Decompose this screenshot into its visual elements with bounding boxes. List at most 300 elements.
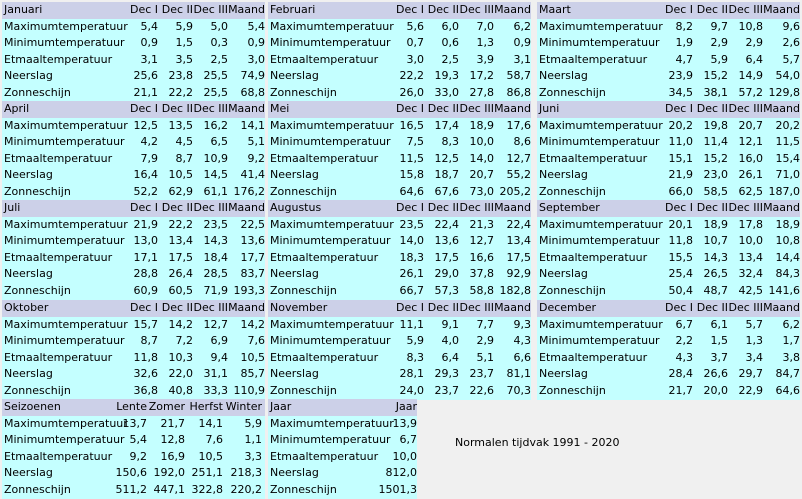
value-cell: 0,9 <box>247 36 265 50</box>
column-header: Dec II <box>161 102 193 115</box>
value-cell: 13,4 <box>738 250 763 264</box>
value-cell: 10,5 <box>168 168 193 182</box>
value-cell: 5,9 <box>406 334 424 348</box>
row-label: Maximumtemperatuur <box>539 317 663 331</box>
value-cell: 26,6 <box>703 367 728 381</box>
panel-header <box>268 2 531 19</box>
value-cell: 20,7 <box>738 118 763 132</box>
value-cell: 12,7 <box>506 151 531 165</box>
value-cell: 73,0 <box>469 184 494 198</box>
value-cell: 141,6 <box>768 283 800 297</box>
value-cell: 23,7 <box>469 367 494 381</box>
column-header: Dec III <box>193 201 228 214</box>
value-cell: 218,3 <box>230 466 262 480</box>
value-cell: 251,1 <box>191 466 223 480</box>
value-cell: 14,5 <box>203 168 228 182</box>
value-cell: 10,0 <box>392 449 417 463</box>
value-cell: 2,5 <box>441 52 459 66</box>
value-cell: 12,8 <box>160 433 185 447</box>
value-cell: 14,4 <box>775 250 800 264</box>
table-row <box>2 366 265 383</box>
column-header: Dec II <box>161 201 193 214</box>
value-cell: 187,0 <box>768 184 800 198</box>
value-cell: 92,9 <box>506 267 531 281</box>
column-header: Dec II <box>427 301 459 314</box>
row-label: Etmaaltemperatuur <box>270 449 379 463</box>
row-label: Zonneschijn <box>4 184 71 198</box>
value-cell: 8,7 <box>175 151 193 165</box>
table-row <box>537 19 800 36</box>
column-header: Dec II <box>161 3 193 16</box>
table-row <box>268 416 417 433</box>
month-panel-augustus <box>268 200 531 300</box>
value-cell: 22,5 <box>240 217 265 231</box>
value-cell: 10,8 <box>738 19 763 33</box>
column-header: Dec III <box>193 3 228 16</box>
value-cell: 812,0 <box>385 466 417 480</box>
column-header: Maand <box>494 102 531 115</box>
value-cell: 16,9 <box>160 449 185 463</box>
row-label: Minimumtemperatuur <box>4 135 125 149</box>
row-label: Maximumtemperatuur <box>539 217 663 231</box>
column-header: Maand <box>228 3 265 16</box>
month-panel-september <box>537 200 800 300</box>
value-cell: 74,9 <box>240 69 265 83</box>
row-label: Zonneschijn <box>539 85 606 99</box>
value-cell: 26,0 <box>399 85 424 99</box>
value-cell: 17,7 <box>240 250 265 264</box>
value-cell: 15,7 <box>133 317 158 331</box>
month-panel-januari <box>2 2 265 102</box>
value-cell: 3,1 <box>140 52 158 66</box>
month-panel-maart <box>537 2 800 102</box>
value-cell: 37,8 <box>469 267 494 281</box>
value-cell: 26,4 <box>168 267 193 281</box>
row-label: Neerslag <box>539 367 588 381</box>
table-row <box>2 465 265 482</box>
column-header: Dec II <box>427 201 459 214</box>
panel-header <box>268 101 531 118</box>
row-label: Etmaaltemperatuur <box>4 151 113 165</box>
column-header: Dec II <box>696 3 728 16</box>
value-cell: 55,2 <box>506 168 531 182</box>
table-row <box>537 118 800 135</box>
value-cell: 18,3 <box>399 250 424 264</box>
value-cell: 14,1 <box>240 118 265 132</box>
table-row <box>2 35 265 52</box>
value-cell: 42,5 <box>738 283 763 297</box>
column-header: Maand <box>494 3 531 16</box>
value-cell: 14,9 <box>738 69 763 83</box>
row-label: Minimumtemperatuur <box>4 36 125 50</box>
column-header: Dec I <box>129 102 158 115</box>
table-row <box>268 333 531 350</box>
value-cell: 447,1 <box>153 482 185 496</box>
row-label: Maximumtemperatuur <box>4 317 128 331</box>
value-cell: 2,2 <box>675 334 693 348</box>
value-cell: 13,4 <box>168 234 193 248</box>
row-label: Neerslag <box>4 267 53 281</box>
value-cell: 20,7 <box>469 168 494 182</box>
table-row <box>268 366 531 383</box>
value-cell: 22,2 <box>168 217 193 231</box>
value-cell: 66,7 <box>399 283 424 297</box>
table-row <box>537 217 800 234</box>
value-cell: 14,0 <box>469 151 494 165</box>
value-cell: 52,2 <box>133 184 158 198</box>
value-cell: 11,0 <box>668 135 693 149</box>
row-label: Etmaaltemperatuur <box>4 350 113 364</box>
row-label: Zonneschijn <box>539 184 606 198</box>
panel-header <box>2 2 265 19</box>
value-cell: 14,2 <box>240 317 265 331</box>
value-cell: 0,9 <box>140 36 158 50</box>
month-name: Januari <box>4 3 43 16</box>
column-header: Maand <box>494 201 531 214</box>
row-label: Minimumtemperatuur <box>539 334 660 348</box>
row-label: Neerslag <box>4 466 53 480</box>
table-row <box>537 52 800 69</box>
value-cell: 2,6 <box>782 36 800 50</box>
value-cell: 22,4 <box>434 217 459 231</box>
value-cell: 1,5 <box>710 334 728 348</box>
column-header: Maand <box>228 102 265 115</box>
value-cell: 9,1 <box>441 317 459 331</box>
column-header: Maand <box>494 301 531 314</box>
row-label: Neerslag <box>539 69 588 83</box>
value-cell: 322,8 <box>191 482 223 496</box>
table-row <box>268 35 531 52</box>
value-cell: 0,3 <box>210 36 228 50</box>
value-cell: 9,2 <box>129 449 147 463</box>
value-cell: 16,2 <box>203 118 228 132</box>
value-cell: 13,0 <box>133 234 158 248</box>
value-cell: 18,4 <box>203 250 228 264</box>
column-header: Dec III <box>728 301 763 314</box>
row-label: Zonneschijn <box>4 283 71 297</box>
value-cell: 21,1 <box>133 85 158 99</box>
row-label: Zonneschijn <box>270 85 337 99</box>
value-cell: 10,9 <box>203 151 228 165</box>
value-cell: 48,7 <box>703 283 728 297</box>
value-cell: 13,6 <box>434 234 459 248</box>
column-header: Dec III <box>193 102 228 115</box>
value-cell: 17,5 <box>506 250 531 264</box>
month-name: December <box>539 301 597 314</box>
table-row <box>2 233 265 250</box>
month-panel-juni <box>537 101 800 201</box>
value-cell: 6,7 <box>399 433 417 447</box>
value-cell: 23,0 <box>703 168 728 182</box>
value-cell: 5,9 <box>710 52 728 66</box>
row-label: Minimumtemperatuur <box>270 234 391 248</box>
value-cell: 11,5 <box>775 135 800 149</box>
month-name: April <box>4 102 30 115</box>
value-cell: 129,8 <box>768 85 800 99</box>
panel-header <box>2 200 265 217</box>
row-label: Minimumtemperatuur <box>270 334 391 348</box>
table-row <box>2 317 265 334</box>
row-label: Minimumtemperatuur <box>270 433 391 447</box>
row-label: Maximumtemperatuur <box>270 118 394 132</box>
value-cell: 5,6 <box>406 19 424 33</box>
table-row <box>2 283 265 300</box>
value-cell: 17,2 <box>469 69 494 83</box>
value-cell: 7,9 <box>140 151 158 165</box>
column-header: Dec I <box>664 301 693 314</box>
row-label: Etmaaltemperatuur <box>539 151 648 165</box>
panel-header <box>537 2 800 19</box>
row-label: Etmaaltemperatuur <box>539 52 648 66</box>
table-row <box>537 85 800 102</box>
value-cell: 58,7 <box>506 69 531 83</box>
table-row <box>2 266 265 283</box>
value-cell: 54,0 <box>775 69 800 83</box>
table-row <box>268 85 531 102</box>
column-header: Dec III <box>728 3 763 16</box>
value-cell: 11,4 <box>703 135 728 149</box>
table-row <box>268 184 531 201</box>
value-cell: 511,2 <box>115 482 147 496</box>
row-label: Etmaaltemperatuur <box>4 449 113 463</box>
month-name: Juli <box>4 201 21 214</box>
value-cell: 3,0 <box>406 52 424 66</box>
row-label: Neerslag <box>270 168 319 182</box>
value-cell: 8,7 <box>140 334 158 348</box>
row-label: Minimumtemperatuur <box>539 36 660 50</box>
row-label: Maximumtemperatuur <box>270 317 394 331</box>
value-cell: 24,0 <box>399 383 424 397</box>
month-name: Juni <box>539 102 560 115</box>
value-cell: 150,6 <box>115 466 147 480</box>
value-cell: 2,5 <box>210 52 228 66</box>
column-header: Maand <box>228 301 265 314</box>
table-row <box>537 233 800 250</box>
value-cell: 2,9 <box>745 36 763 50</box>
row-label: Neerslag <box>270 267 319 281</box>
column-header: Dec II <box>427 3 459 16</box>
value-cell: 6,5 <box>210 135 228 149</box>
column-header: Dec I <box>395 102 424 115</box>
month-panel-december <box>537 300 800 400</box>
value-cell: 5,9 <box>175 19 193 33</box>
panel-header <box>2 300 265 317</box>
value-cell: 6,0 <box>441 19 459 33</box>
value-cell: 57,2 <box>738 85 763 99</box>
value-cell: 60,9 <box>133 283 158 297</box>
value-cell: 3,9 <box>476 52 494 66</box>
value-cell: 12,1 <box>738 135 763 149</box>
table-row <box>2 482 265 499</box>
value-cell: 29,3 <box>434 367 459 381</box>
value-cell: 16,0 <box>738 151 763 165</box>
value-cell: 4,7 <box>675 52 693 66</box>
value-cell: 4,5 <box>175 135 193 149</box>
value-cell: 66,0 <box>668 184 693 198</box>
table-row <box>268 482 417 499</box>
row-label: Neerslag <box>4 168 53 182</box>
month-name: September <box>539 201 600 214</box>
table-row <box>268 19 531 36</box>
panel-header <box>268 300 531 317</box>
table-row <box>2 52 265 69</box>
panel-title: Jaar <box>270 400 292 413</box>
value-cell: 11,8 <box>133 350 158 364</box>
column-header: Dec I <box>129 201 158 214</box>
row-label: Neerslag <box>270 69 319 83</box>
table-row <box>2 85 265 102</box>
value-cell: 16,4 <box>133 168 158 182</box>
table-row <box>2 432 265 449</box>
value-cell: 41,4 <box>240 168 265 182</box>
value-cell: 13,5 <box>168 118 193 132</box>
value-cell: 18,7 <box>434 168 459 182</box>
column-header: Dec II <box>161 301 193 314</box>
value-cell: 62,9 <box>168 184 193 198</box>
value-cell: 85,7 <box>240 367 265 381</box>
panel-title: Seizoenen <box>4 400 61 413</box>
row-label: Etmaaltemperatuur <box>270 350 379 364</box>
value-cell: 5,0 <box>210 19 228 33</box>
row-label: Minimumtemperatuur <box>539 234 660 248</box>
column-header: Dec III <box>728 102 763 115</box>
value-cell: 5,1 <box>247 135 265 149</box>
table-row <box>537 366 800 383</box>
value-cell: 10,5 <box>240 350 265 364</box>
column-header: Herfst <box>189 400 223 413</box>
table-row <box>537 266 800 283</box>
value-cell: 0,6 <box>441 36 459 50</box>
row-label: Neerslag <box>539 168 588 182</box>
value-cell: 14,0 <box>399 234 424 248</box>
column-header: Dec II <box>696 201 728 214</box>
value-cell: 0,7 <box>406 36 424 50</box>
value-cell: 26,5 <box>703 267 728 281</box>
value-cell: 7,6 <box>247 334 265 348</box>
row-label: Zonneschijn <box>4 383 71 397</box>
table-row <box>2 217 265 234</box>
value-cell: 58,5 <box>703 184 728 198</box>
row-label: Maximumtemperatuur <box>4 19 128 33</box>
row-label: Zonneschijn <box>270 184 337 198</box>
value-cell: 14,1 <box>198 416 223 430</box>
value-cell: 5,4 <box>129 433 147 447</box>
value-cell: 220,2 <box>230 482 262 496</box>
month-panel-november <box>268 300 531 400</box>
value-cell: 12,7 <box>203 317 228 331</box>
table-row <box>2 167 265 184</box>
table-row <box>268 233 531 250</box>
value-cell: 20,1 <box>668 217 693 231</box>
value-cell: 15,2 <box>703 151 728 165</box>
column-header: Maand <box>763 3 800 16</box>
table-row <box>2 333 265 350</box>
row-label: Minimumtemperatuur <box>4 334 125 348</box>
value-cell: 13,6 <box>240 234 265 248</box>
value-cell: 31,1 <box>203 367 228 381</box>
column-header: Dec III <box>728 201 763 214</box>
column-header: Dec III <box>459 3 494 16</box>
row-label: Etmaaltemperatuur <box>539 250 648 264</box>
column-header: Dec I <box>664 102 693 115</box>
row-label: Minimumtemperatuur <box>539 135 660 149</box>
value-cell: 22,6 <box>469 383 494 397</box>
table-row <box>537 283 800 300</box>
value-cell: 3,1 <box>513 52 531 66</box>
table-row <box>2 383 265 400</box>
seasons-panel <box>2 399 265 499</box>
value-cell: 6,4 <box>745 52 763 66</box>
value-cell: 1,5 <box>175 36 193 50</box>
value-cell: 9,4 <box>210 350 228 364</box>
value-cell: 57,3 <box>434 283 459 297</box>
period-footnote: Normalen tijdvak 1991 - 2020 <box>455 436 620 449</box>
value-cell: 6,9 <box>210 334 228 348</box>
column-header: Dec I <box>395 3 424 16</box>
value-cell: 70,3 <box>506 383 531 397</box>
value-cell: 3,0 <box>247 52 265 66</box>
month-panel-oktober <box>2 300 265 400</box>
table-row <box>268 167 531 184</box>
table-row <box>268 283 531 300</box>
value-cell: 3,8 <box>782 350 800 364</box>
value-cell: 21,7 <box>668 383 693 397</box>
value-cell: 81,1 <box>506 367 531 381</box>
value-cell: 10,3 <box>168 350 193 364</box>
value-cell: 15,8 <box>399 168 424 182</box>
table-row <box>537 167 800 184</box>
value-cell: 22,2 <box>399 69 424 83</box>
table-row <box>537 383 800 400</box>
table-row <box>537 151 800 168</box>
value-cell: 21,7 <box>160 416 185 430</box>
value-cell: 8,6 <box>513 135 531 149</box>
column-header: Maand <box>763 201 800 214</box>
value-cell: 5,7 <box>782 52 800 66</box>
column-header: Dec I <box>395 201 424 214</box>
column-header: Dec III <box>193 301 228 314</box>
table-row <box>537 68 800 85</box>
panel-header <box>2 101 265 118</box>
value-cell: 7,7 <box>476 317 494 331</box>
value-cell: 6,4 <box>441 350 459 364</box>
value-cell: 22,2 <box>168 85 193 99</box>
value-cell: 4,0 <box>441 334 459 348</box>
row-label: Maximumtemperatuur <box>539 118 663 132</box>
value-cell: 16,5 <box>399 118 424 132</box>
table-row <box>537 333 800 350</box>
value-cell: 19,8 <box>703 118 728 132</box>
value-cell: 17,1 <box>133 250 158 264</box>
panel-header <box>537 200 800 217</box>
value-cell: 12,5 <box>133 118 158 132</box>
value-cell: 11,5 <box>399 151 424 165</box>
column-header: Dec III <box>459 102 494 115</box>
table-row <box>2 134 265 151</box>
value-cell: 18,9 <box>703 217 728 231</box>
value-cell: 3,5 <box>175 52 193 66</box>
row-label: Etmaaltemperatuur <box>4 52 113 66</box>
row-label: Zonneschijn <box>539 383 606 397</box>
value-cell: 32,4 <box>738 267 763 281</box>
value-cell: 0,9 <box>513 36 531 50</box>
row-label: Minimumtemperatuur <box>4 234 125 248</box>
row-label: Etmaaltemperatuur <box>539 350 648 364</box>
value-cell: 7,6 <box>205 433 223 447</box>
value-cell: 15,5 <box>668 250 693 264</box>
value-cell: 6,2 <box>513 19 531 33</box>
panel-header <box>2 399 265 416</box>
